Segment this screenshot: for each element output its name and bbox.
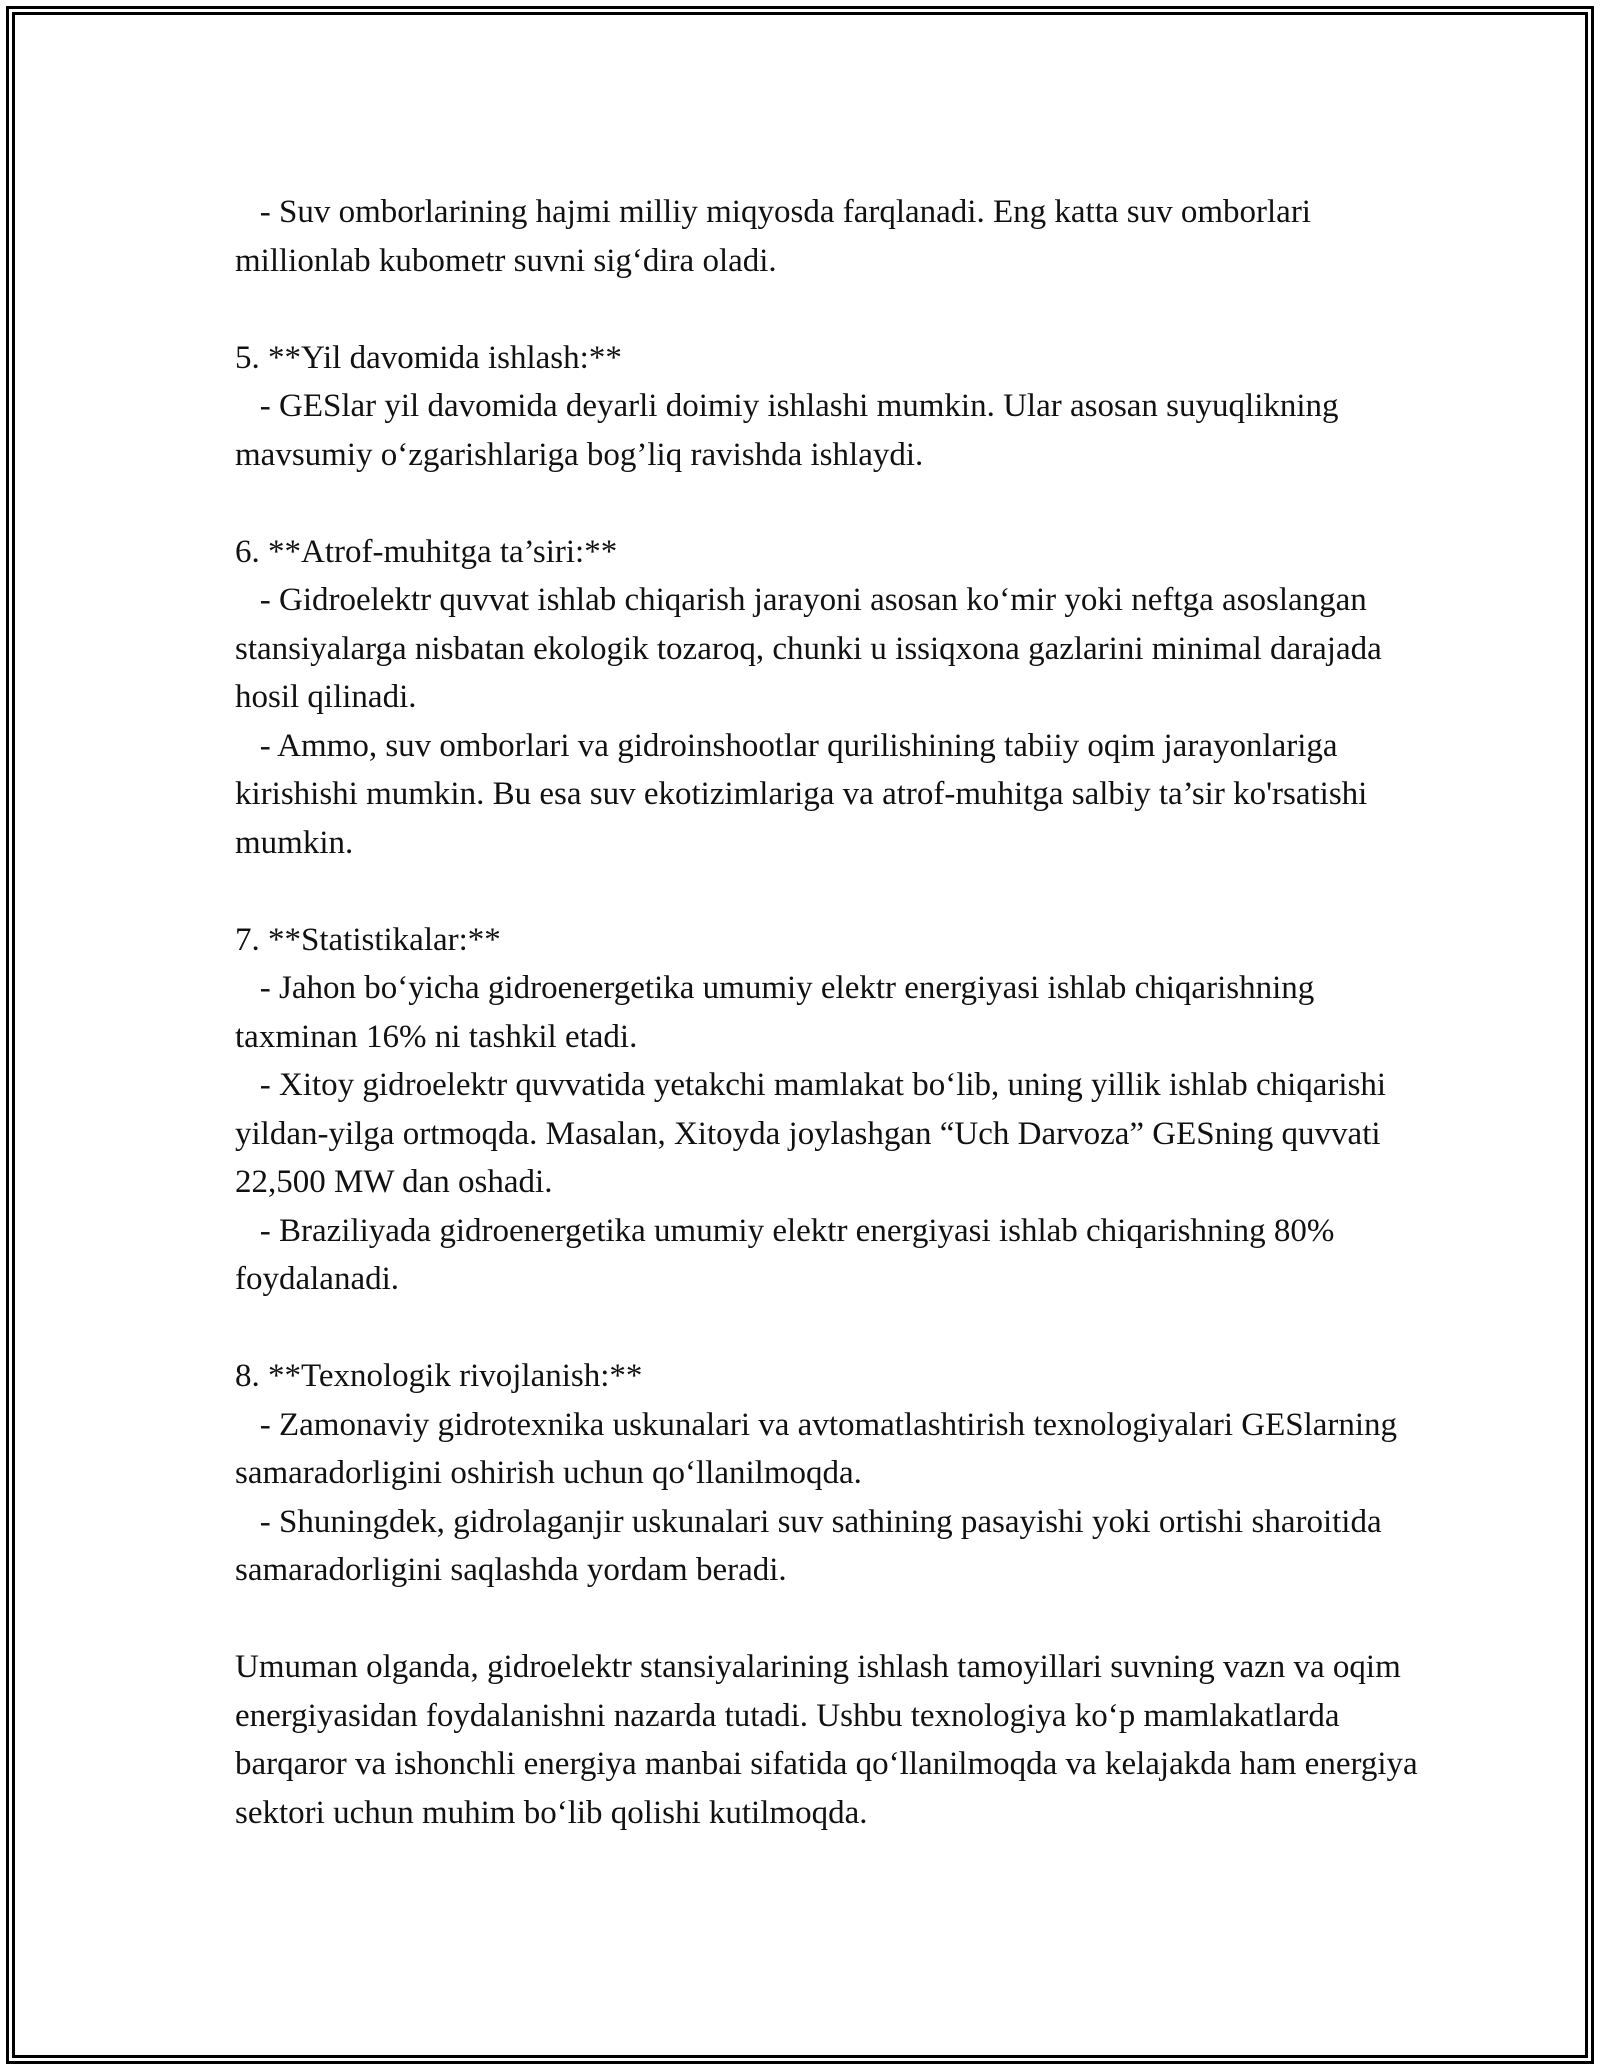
section-heading: 6. **Atrof-muhitga ta’siri:** [235, 533, 618, 570]
section-heading: 5. **Yil davomida ishlash:** [235, 339, 622, 376]
list-item: - Braziliyada gidroenergetika umumiy elektr energiyasi ishlab chiqarishning 80% foydalanadi. [235, 1212, 1343, 1297]
document-body [235, 188, 1425, 1837]
list-item: - GESlar yil davomida deyarli doimiy ishlashi mumkin. Ular asosan suyuqlikning mavsumiy o‘zgarishlariga bog’liq ravishda ishlaydi. [235, 388, 1347, 473]
paragraph-gap [235, 1595, 1425, 1644]
list-item: - Suv omborlarining hajmi milliy miqyosda farqlanadi. Eng katta suv omborlari millionlab kubometr suvni sig‘dira oladi. [235, 194, 1320, 279]
paragraph-gap [235, 479, 1425, 528]
section-heading: 8. **Texnologik rivojlanish:** [235, 1358, 643, 1394]
paragraph-gap [235, 285, 1425, 334]
list-item: - Xitoy gidroelektr quvvatida yetakchi mamlakat bo‘lib, uning yillik ishlab chiqarishi yildan-yilga ortmoqda. Masalan, Xitoyda joylashgan “Uch Darvoza” GESning quvvati 22,500 MW dan oshadi. [235, 1067, 1395, 1200]
paragraph-gap [235, 1304, 1425, 1353]
conclusion-paragraph: Umuman olganda, gidroelektr stansiyalarining ishlash tamoyillari suvning vazn va oqim energiyasidan foydalanishni nazarda tutadi. Ushbu texnologiya ko‘p mamlakatlarda barqaror va ishonchli energiya manbai sifatida qo‘llanilmoqda va kelajakda ham energiya sektori uchun muhim bo‘lib qolishi kutilmoqda. [235, 1649, 1426, 1831]
section-heading: 7. **Statistikalar:** [235, 921, 501, 958]
list-item: - Zamonaviy gidrotexnika uskunalari va avtomatlashtirish texnologiyalari GESlarning samaradorligini oshirish uchun qo‘llanilmoqda. [235, 1406, 1406, 1491]
list-item: - Gidroelektr quvvat ishlab chiqarish jarayoni asosan ko‘mir yoki neftga asoslangan stansiyalarga nisbatan ekologik tozaroq, chunki u issiqxona gazlarini minimal darajada hosil qilinadi. [235, 582, 1390, 715]
list-item: - Shuningdek, gidrolaganjir uskunalari suv sathining pasayishi yoki ortishi sharoitida samaradorligini saqlashda yordam beradi. [235, 1503, 1390, 1588]
paragraph-gap [235, 867, 1425, 916]
list-item: - Jahon bo‘yicha gidroenergetika umumiy elektr energiyasi ishlab chiqarishning taxminan 16% ni tashkil etadi. [235, 970, 1323, 1055]
list-item: - Ammo, suv omborlari va gidroinshootlar qurilishining tabiiy oqim jarayonlariga kirishishi mumkin. Bu esa suv ekotizimlariga va atrof-muhitga salbiy ta’sir ko'rsatishi mumkin. [235, 727, 1376, 861]
